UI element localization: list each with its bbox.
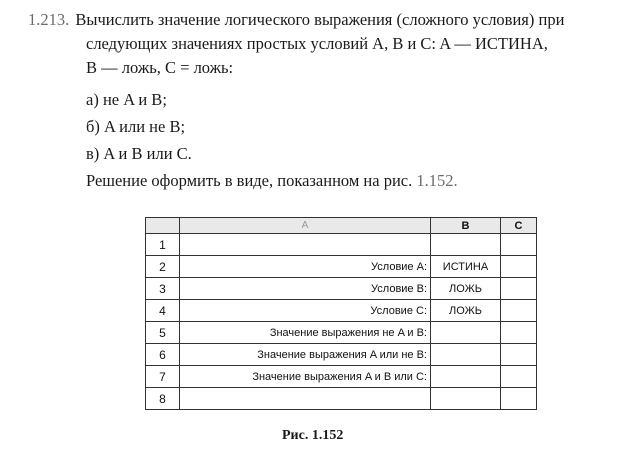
instruction-text: Решение оформить в виде, показанном на рис. xyxy=(86,171,413,190)
row-number: 7 xyxy=(146,366,180,388)
spreadsheet-figure xyxy=(145,217,537,410)
table-row xyxy=(146,366,537,388)
table-row xyxy=(146,388,537,410)
cell-c xyxy=(501,366,537,388)
cell-a: Значение выражения A и B или C: xyxy=(180,366,431,388)
row-number: 6 xyxy=(146,344,180,366)
table-row xyxy=(146,300,537,322)
cell-b: ЛОЖЬ xyxy=(431,300,501,322)
row-number: 1 xyxy=(146,234,180,256)
figure-caption: Рис. 1.152 xyxy=(282,428,344,443)
cell-a: Условие B: xyxy=(180,278,431,300)
item-b: б) A или не B; xyxy=(86,117,186,136)
cell-a: Условие C: xyxy=(180,300,431,322)
cell-c xyxy=(501,322,537,344)
table-row xyxy=(146,256,537,278)
cell-c xyxy=(501,344,537,366)
cell-a xyxy=(180,388,431,410)
problem-text xyxy=(28,8,613,193)
table-row xyxy=(146,234,537,256)
cell-c xyxy=(501,300,537,322)
cell-b xyxy=(431,388,501,410)
cell-b xyxy=(431,234,501,256)
cell-a: Значение выражения A или не B: xyxy=(180,344,431,366)
column-header-c: C xyxy=(501,218,537,234)
cell-c xyxy=(501,388,537,410)
cell-a: Значение выражения не A и B: xyxy=(180,322,431,344)
problem-statement-3: B — ложь, C = ложь: xyxy=(86,58,234,77)
column-header-b: B xyxy=(431,218,501,234)
corner-cell xyxy=(146,218,180,234)
instruction xyxy=(28,169,613,193)
problem-number: 1.213. xyxy=(28,10,70,29)
cell-c xyxy=(501,256,537,278)
problem-line-1 xyxy=(28,8,613,32)
row-number: 4 xyxy=(146,300,180,322)
problem-statement-2: следующих значениях простых условий A, B и C: A — ИСТИНА, xyxy=(86,34,548,53)
problem-statement-1: Вычислить значение логического выражения (сложного условия) при xyxy=(75,10,565,29)
table-row xyxy=(146,278,537,300)
table-row xyxy=(146,344,537,366)
cell-b: ЛОЖЬ xyxy=(431,278,501,300)
item-a: а) не A и B; xyxy=(86,90,167,109)
column-header-row xyxy=(146,218,537,234)
row-number: 3 xyxy=(146,278,180,300)
table-row xyxy=(146,322,537,344)
row-number: 8 xyxy=(146,388,180,410)
cell-a: Условие A: xyxy=(180,256,431,278)
cell-b: ИСТИНА xyxy=(431,256,501,278)
cell-b xyxy=(431,366,501,388)
column-header-a: A xyxy=(180,218,431,234)
cell-c xyxy=(501,278,537,300)
cell-c xyxy=(501,234,537,256)
cell-b xyxy=(431,322,501,344)
figure-reference: 1.152. xyxy=(416,171,458,190)
cell-a xyxy=(180,234,431,256)
row-number: 2 xyxy=(146,256,180,278)
item-c: в) A и B или C. xyxy=(86,144,192,163)
cell-b xyxy=(431,344,501,366)
row-number: 5 xyxy=(146,322,180,344)
